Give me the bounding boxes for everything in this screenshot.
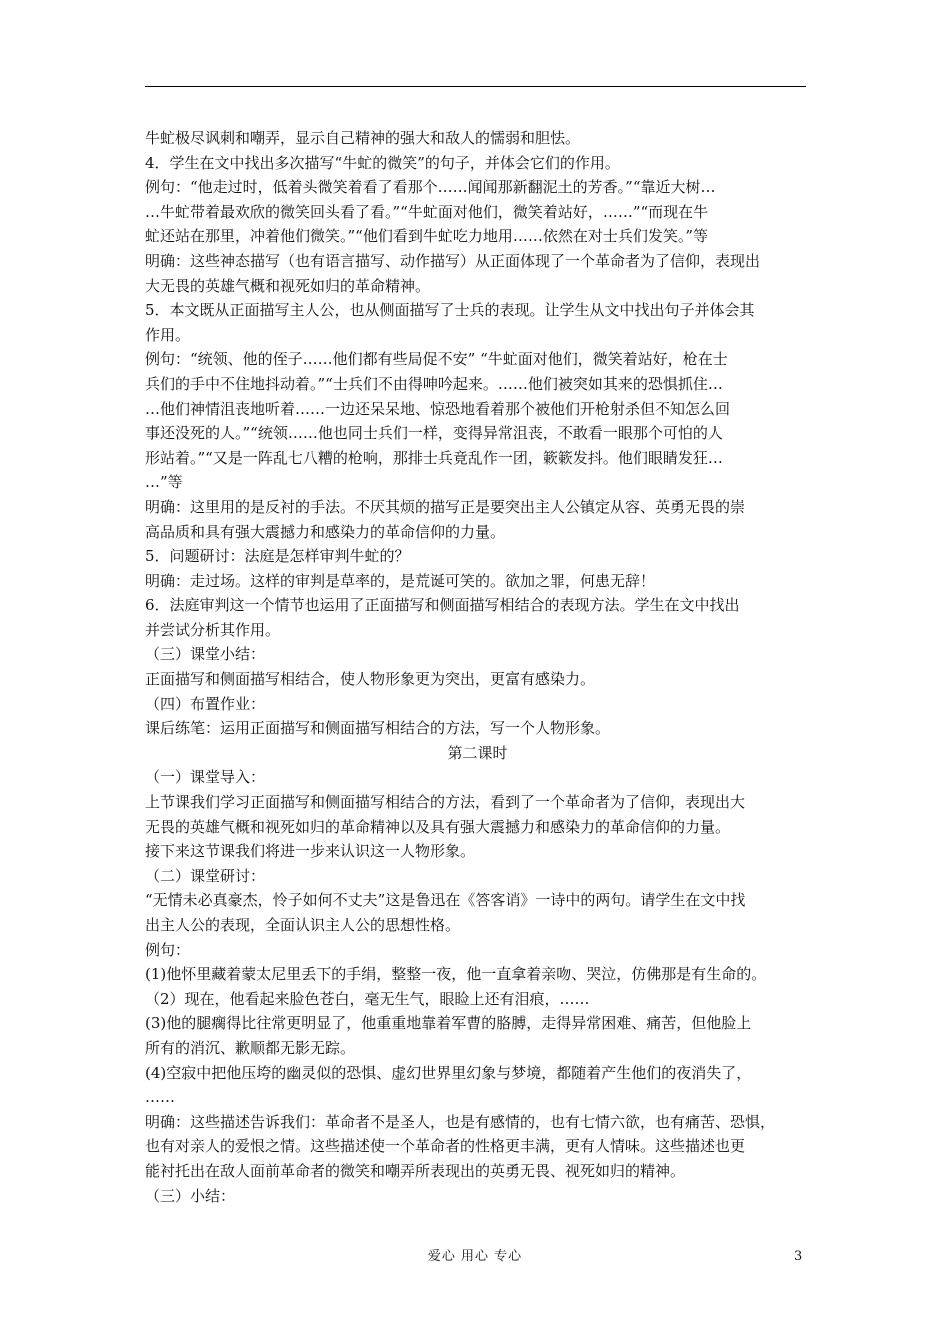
text-line: 课后练笔：运用正面描写和侧面描写相结合的方法，写一个人物形象。 xyxy=(145,719,611,738)
text-line: 6．法庭审判这一个情节也运用了正面描写和侧面描写相结合的表现方法。学生在文中找出 xyxy=(145,596,740,615)
text-line: 虻还站在那里，冲着他们微笑。”“他们看到牛虻吃力地用……依然在对士兵们发笑。”等 xyxy=(145,227,709,246)
text-line: …他们神情沮丧地听着……一边还呆呆地、惊恐地看着那个被他们开枪射杀但不知怎么回 xyxy=(145,399,731,418)
header-rule xyxy=(145,86,806,87)
text-line: (3)他的腿瘸得比往常更明显了，他重重地靠着军曹的胳膊，走得异常困难、痛苦，但他脸上 xyxy=(145,1014,752,1033)
text-line: 作用。 xyxy=(145,325,191,344)
text-line: 上节课我们学习正面描写和侧面描写相结合的方法，看到了一个革命者为了信仰，表现出大 xyxy=(145,793,746,812)
text-line: …… xyxy=(145,1088,175,1107)
footer-motto: 爱心 用心 专心 xyxy=(427,1249,523,1264)
text-line: 牛虻极尽讽刺和嘲弄，显示自己精神的强大和敌人的懦弱和胆怯。 xyxy=(145,129,581,147)
text-line: 高品质和具有强大震撼力和感染力的革命信仰的力量。 xyxy=(145,522,506,541)
section-heading: （四）布置作业： xyxy=(145,694,266,713)
text-line: 所有的消沉、歉顺都无影无踪。 xyxy=(145,1038,356,1057)
document-body xyxy=(145,126,810,1208)
text-line: 出主人公的表现，全面认识主人公的思想性格。 xyxy=(145,916,461,934)
text-line: 明确：这些描述告诉我们：革命者不是圣人，也是有感情的，也有七情六欲，也有痛苦、恐惧， xyxy=(145,1112,776,1131)
section-heading: （一）课堂导入： xyxy=(145,768,266,787)
text-line: 5．问题研讨：法庭是怎样审判牛虻的？ xyxy=(145,547,410,566)
section-heading: （三）小结： xyxy=(145,1186,236,1205)
lesson-title: 第二课时 xyxy=(447,743,508,762)
text-line: 例句：“他走过时，低着头微笑着看了看那个……闻闻那新翻泥土的芳香。”“靠近大树… xyxy=(145,178,716,197)
text-line: …牛虻带着最欢欣的微笑回头看了看。”“牛虻面对他们，微笑着站好，……”“而现在牛 xyxy=(145,202,709,221)
text-line: 也有对亲人的爱恨之情。这些描述使一个革命者的性格更丰满，更有人情味。这些描述也更 xyxy=(145,1137,746,1156)
text-line: 大无畏的英雄气概和视死如归的革命精神。 xyxy=(145,276,431,295)
page-number: 3 xyxy=(794,1249,803,1264)
text-line: 例句：“统领、他的侄子……他们都有些局促不安” “牛虻面对他们，微笑着站好，枪在士 xyxy=(145,350,728,369)
text-line: 无畏的英雄气概和视死如归的革命精神以及具有强大震撼力和感染力的革命信仰的力量。 xyxy=(145,817,731,836)
text-line: 能衬托出在敌人面前革命者的微笑和嘲弄所表现出的英勇无畏、视死如归的精神。 xyxy=(145,1161,686,1180)
text-line: 形站着。”“又是一阵乱七八糟的枪响，那排士兵竟乱作一团，簌簌发抖。他们眼睛发狂… xyxy=(145,448,723,467)
text-line: 并尝试分析其作用。 xyxy=(145,620,281,639)
text-line: 正面描写和侧面描写相结合，使人物形象更为突出，更富有感染力。 xyxy=(145,670,596,689)
text-line: 兵们的手中不住地抖动着。”“士兵们不由得呻吟起来。……他们被突如其来的恐惧抓住… xyxy=(145,374,723,393)
text-line: 5．本文既从正面描写主人公，也从侧面描写了士兵的表现。让学生从文中找出句子并体会其 xyxy=(145,301,755,320)
text-line: (1)他怀里藏着蒙太尼里丢下的手绢，整整一夜，他一直拿着亲吻、哭泣，仿佛那是有生命的。 xyxy=(145,965,767,984)
text-line: (4)空寂中把他压垮的幽灵似的恐惧、虚幻世界里幻象与梦境，都随着产生他们的夜消失了， xyxy=(145,1063,752,1082)
text-line: 事还没死的人。”“统领……他也同士兵们一样，变得异常沮丧，不敢看一眼那个可怕的人 xyxy=(145,424,723,443)
text-line: 例句： xyxy=(145,940,191,959)
text-line: （2）现在，他看起来脸色苍白，毫无生气，眼睑上还有泪痕，…… xyxy=(145,989,590,1008)
text-line: 接下来这节课我们将进一步来认识这一人物形象。 xyxy=(145,842,476,861)
text-line: 4．学生在文中找出多次描写“牛虻的微笑”的句子，并体会它们的作用。 xyxy=(145,153,620,172)
text-line: 明确：这些神态描写（也有语言描写、动作描写）从正面体现了一个革命者为了信仰，表现出 xyxy=(145,251,761,270)
text-line: “无情未必真豪杰，怜子如何不丈夫”这是鲁迅在《答客诮》一诗中的两句。请学生在文中找 xyxy=(145,891,746,910)
section-heading: （三）课堂小结： xyxy=(145,645,266,664)
text-line: …”等 xyxy=(145,473,183,492)
text-line: 明确：这里用的是反衬的手法。不厌其烦的描写正是要突出主人公镇定从容、英勇无畏的崇 xyxy=(145,497,746,516)
section-heading: （二）课堂研讨： xyxy=(145,866,266,885)
text-line: 明确：走过场。这样的审判是草率的，是荒诞可笑的。欲加之罪，何患无辞！ xyxy=(145,571,656,590)
